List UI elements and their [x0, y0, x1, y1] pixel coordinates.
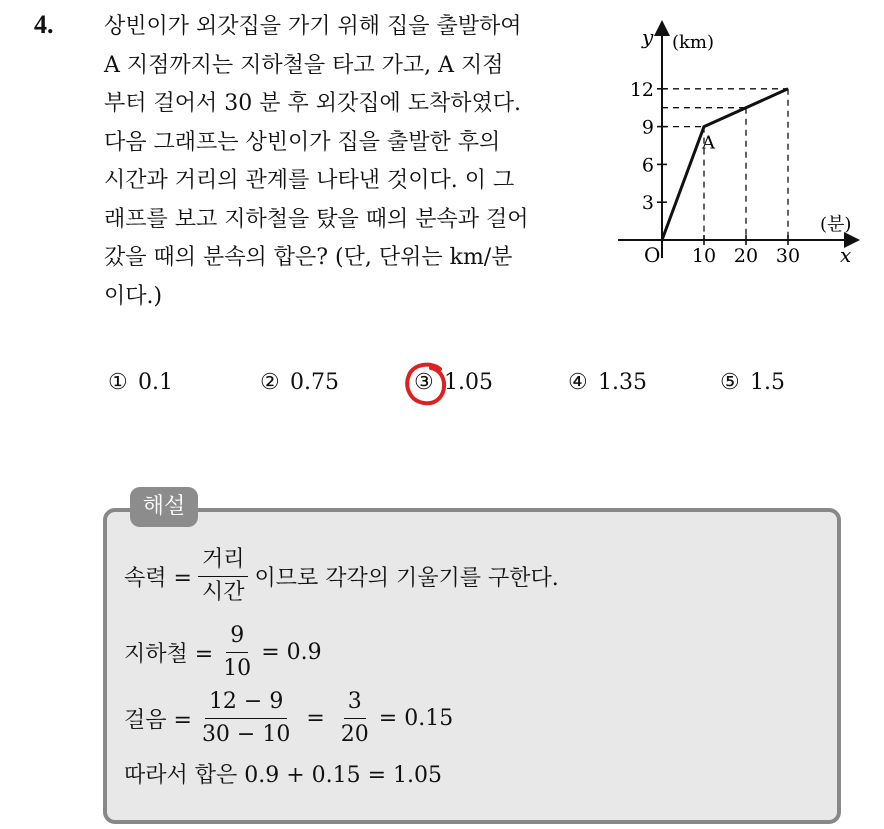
question-number: 4. — [34, 10, 54, 39]
choice-3[interactable]: ③ 1.05 — [414, 370, 493, 395]
choice-2[interactable]: ② 0.75 — [260, 370, 339, 395]
x-unit-label: (분) — [820, 214, 852, 235]
question-line: 다음 그래프는 상빈이가 집을 출발한 후의 — [104, 129, 501, 155]
question-text — [104, 8, 604, 316]
fraction: $\frac{3}{20}$ — [340, 689, 369, 747]
fraction: $\frac{9}{10}$ — [223, 623, 252, 681]
x-axis-label: x — [840, 243, 852, 267]
y-tick-label: 9 — [641, 116, 654, 139]
y-tick-label: 12 — [629, 78, 654, 101]
question-line: 상빈이가 외갓집을 가기 위해 집을 출발하여 — [104, 14, 522, 39]
x-tick-label: 20 — [733, 245, 759, 267]
question-line: 갔을 때의 분속의 합은? (단, 단위는 km/분 — [104, 245, 513, 270]
question-line: 시간과 거리의 관계를 나타낸 것이다. 이 그 — [104, 168, 515, 193]
y-axis-label: y — [642, 25, 654, 49]
choice-1[interactable]: ① 0.1 — [108, 370, 173, 395]
point-a-label: A — [702, 132, 715, 154]
y-unit-label: (km) — [672, 32, 715, 53]
tick-labels — [630, 79, 800, 267]
y-tick-label: 3 — [641, 192, 654, 215]
solution-line-4: 따라서 합은 0.9 + 0.15 = 1.05 — [124, 763, 443, 788]
choice-5[interactable]: ⑤ 1.5 — [720, 370, 785, 395]
fraction: $\frac{12 - 9}{30 - 10}$ — [201, 689, 291, 747]
solution-tab: 해설 — [130, 487, 198, 527]
x-tick-label: 30 — [775, 245, 801, 267]
x-tick-label: 10 — [691, 245, 717, 267]
choice-4[interactable]: ④ 1.35 — [568, 370, 647, 395]
series-line — [662, 89, 788, 240]
question-line: 이다.) — [104, 283, 163, 309]
question-line: 래프를 보고 지하철을 탔을 때의 분속과 걸어 — [104, 206, 529, 232]
distance-time-graph — [600, 18, 860, 268]
fraction: $\frac{\text{거리}}{\text{시간}}$ — [198, 546, 249, 607]
question-line: 부터 걸어서 30 분 후 외갓집에 도착하였다. — [104, 91, 521, 116]
question-line: A 지점까지는 지하철을 타고 가고, A 지점 — [104, 52, 504, 78]
solution-line-1: 속력 = $\frac{\text{거리}}{\text{시간}}$ 이므로 각각의 기울기를 구한다. — [124, 547, 559, 605]
answer-choices — [108, 370, 828, 406]
dashed-guides — [662, 89, 788, 240]
selected-answer-circle — [404, 361, 448, 407]
solution-line-2: 지하철 = $\frac{9}{10}$ = 0.9 — [124, 623, 322, 681]
y-tick-label: 6 — [641, 154, 654, 177]
axis-ticks — [657, 89, 788, 245]
origin-label: O — [644, 243, 661, 267]
solution-line-3: 걸음 = $\frac{12 - 9}{30 - 10}$ = $\frac{3}{20}$ = 0.15 — [124, 689, 454, 747]
